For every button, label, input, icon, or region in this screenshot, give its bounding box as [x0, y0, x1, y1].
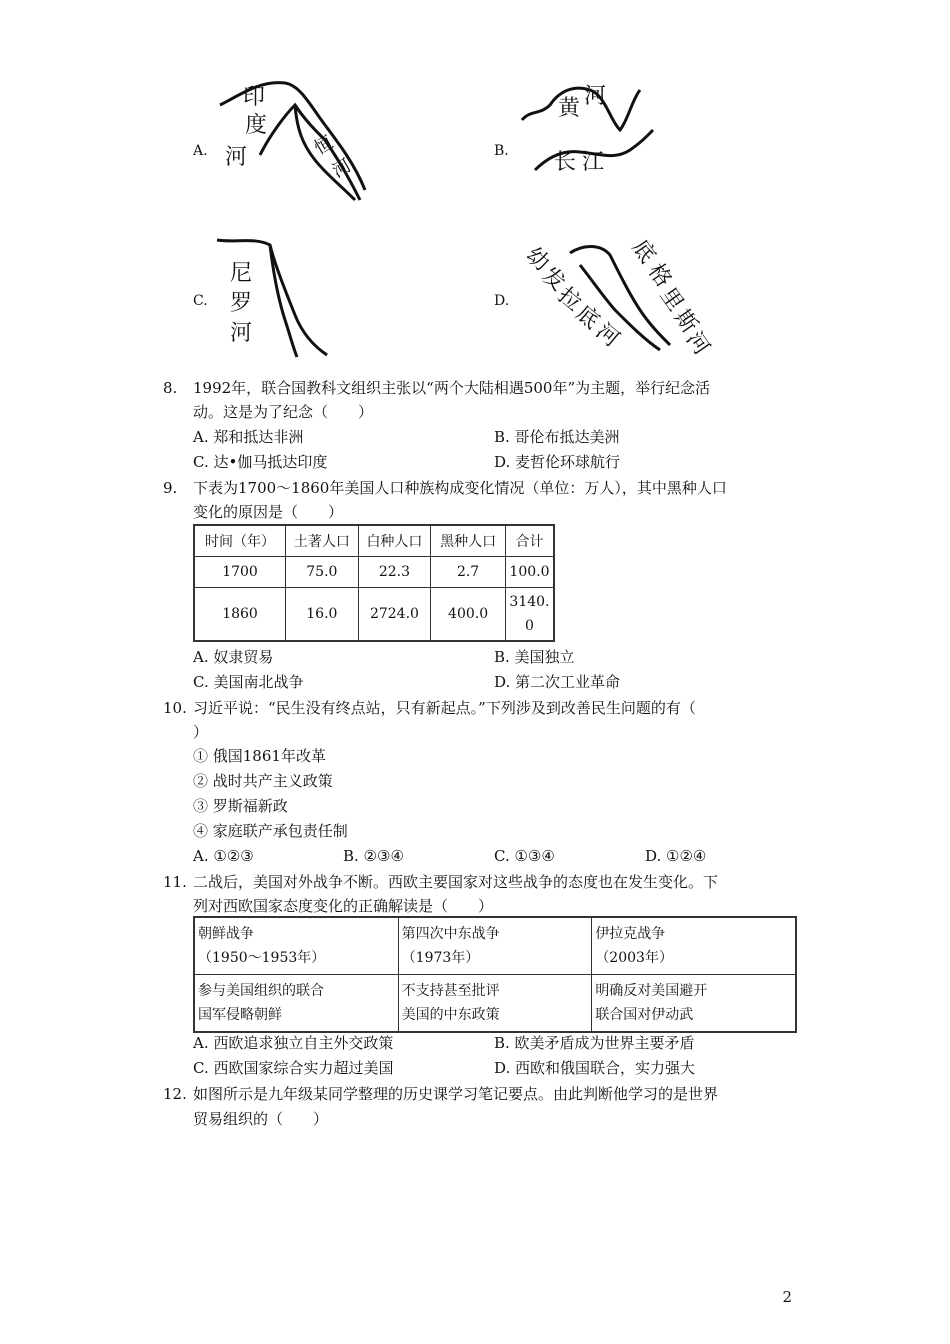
option-c[interactable]: C. ①③④	[494, 847, 555, 865]
option-b[interactable]: B. 哥伦布抵达美洲	[494, 428, 620, 446]
list-item: ① 俄国1861年改革	[193, 747, 326, 765]
map-label: 斯	[668, 305, 702, 338]
table-header-row	[194, 525, 554, 556]
question-text: 贸易组织的（ ）	[193, 1110, 329, 1128]
table-header-cell: 黑种人口	[431, 525, 506, 556]
table-cell	[592, 917, 796, 975]
table-cell: 1860	[194, 587, 286, 641]
table-header-cell: 土著人口	[286, 525, 359, 556]
cell-line: 美国的中东政策	[401, 1007, 500, 1023]
map-indus-ganges	[215, 75, 375, 210]
table-header-cell: 合计	[505, 525, 554, 556]
option-a[interactable]: A. ①②③	[193, 847, 254, 865]
question-10	[163, 698, 803, 866]
table-header-cell: 白种人口	[358, 525, 431, 556]
option-c[interactable]: C. 达•伽马抵达印度	[193, 453, 328, 471]
option-d[interactable]: D. 麦哲伦环球航行	[494, 453, 621, 471]
option-d[interactable]: D. ①②④	[645, 847, 707, 865]
map-mesopotamia	[520, 235, 714, 360]
cell-line: 不支持甚至批评	[401, 983, 500, 999]
cell-line: 伊拉克战争	[595, 926, 666, 942]
question-8	[163, 378, 803, 473]
total-part: 3140.	[509, 593, 550, 610]
map-label: 度	[245, 113, 268, 138]
table-cell: 2724.0	[358, 587, 431, 641]
question-text: 习近平说：“民生没有终点站，只有新起点。”下列涉及到改善民生问题的有（	[193, 699, 696, 717]
table-row	[194, 556, 554, 587]
cell-line: 第四次中东战争	[401, 926, 500, 942]
question-12	[163, 1084, 803, 1134]
war-attitude-table	[193, 916, 797, 1033]
table-cell: 400.0	[431, 587, 506, 641]
map-label: 幼	[520, 242, 554, 277]
question-number: 12.	[163, 1085, 187, 1103]
cell-line: 朝鲜战争	[198, 926, 254, 942]
option-c[interactable]: C. 美国南北战争	[193, 673, 304, 691]
map-label: 里	[654, 283, 688, 316]
question-text: 列对西欧国家态度变化的正确解读是（ ）	[193, 897, 494, 915]
option-d[interactable]: D. 西欧和俄国联合，实力强大	[494, 1059, 696, 1077]
table-row	[194, 587, 554, 641]
map-label: 底	[626, 235, 660, 268]
option-b[interactable]: B. ②③④	[343, 847, 404, 865]
table-cell	[398, 917, 592, 975]
table-cell: 22.3	[358, 556, 431, 587]
population-table	[193, 524, 555, 642]
table-cell	[194, 917, 398, 975]
map-label: 河	[680, 327, 714, 360]
map-label: 江	[582, 150, 605, 175]
map-label: 尼	[230, 261, 253, 286]
map-option-c-label: C.	[193, 293, 208, 309]
list-item: ③ 罗斯福新政	[193, 797, 288, 815]
table-cell: 75.0	[286, 556, 359, 587]
map-label: 河	[590, 318, 624, 353]
map-label: 印	[243, 85, 266, 110]
table-header-cell: 时间（年）	[194, 525, 286, 556]
table-cell: 100.0	[505, 556, 554, 587]
map-label: 发	[536, 262, 570, 297]
map-label: 河	[328, 154, 355, 183]
question-text: 如图所示是九年级某同学整理的历史课学习笔记要点。由此判断他学习的是世界	[193, 1085, 719, 1103]
table-row	[194, 917, 796, 975]
table-cell: 2.7	[431, 556, 506, 587]
map-label: 河	[584, 84, 607, 109]
map-option-d-label: D.	[494, 293, 510, 309]
table-cell	[592, 975, 796, 1033]
cell-line: 国军侵略朝鲜	[198, 1007, 282, 1023]
question-number: 11.	[163, 873, 187, 891]
map-label: 河	[230, 321, 253, 346]
map-label: 格	[642, 259, 676, 292]
question-text: 1992年，联合国教科文组织主张以“两个大陆相遇500年”为主题，举行纪念活	[193, 379, 711, 397]
cell-line: 联合国对伊动武	[595, 1007, 694, 1023]
cell-line: （1973年）	[401, 950, 480, 966]
option-d[interactable]: D. 第二次工业革命	[494, 673, 621, 691]
question-11	[163, 872, 803, 1082]
question-9	[163, 478, 803, 690]
cell-line: 明确反对美国避开	[595, 983, 708, 999]
question-text: 二战后，美国对外战争不断。西欧主要国家对这些战争的态度也在发生变化。下	[193, 873, 719, 891]
table-row	[194, 975, 796, 1033]
option-b[interactable]: B. 美国独立	[494, 648, 575, 666]
map-yellow-yangtze	[520, 80, 660, 195]
total-part: 0	[524, 617, 534, 634]
map-label: 河	[225, 145, 248, 170]
question-text: 变化的原因是（ ）	[193, 503, 344, 521]
option-a[interactable]: A. 西欧追求独立自主外交政策	[193, 1034, 394, 1052]
map-option-b-label: B.	[494, 143, 509, 159]
map-label: 长	[554, 150, 577, 175]
cell-line: 参与美国组织的联合	[198, 983, 324, 999]
table-cell	[398, 975, 592, 1033]
map-label: 罗	[230, 291, 253, 316]
question-number: 10.	[163, 699, 187, 717]
map-nile	[215, 235, 335, 360]
question-number: 9.	[163, 479, 178, 497]
list-item: ④ 家庭联产承包责任制	[193, 822, 348, 840]
question-text: 下表为1700～1860年美国人口种族构成变化情况（单位：万人），其中黑种人口	[193, 479, 727, 497]
question-text: 动。这是为了纪念（ ）	[193, 403, 374, 421]
table-cell-total	[505, 587, 554, 641]
cell-line: （1950～1953年）	[198, 950, 326, 966]
list-item: ② 战时共产主义政策	[193, 772, 333, 790]
table-cell	[194, 975, 398, 1033]
map-label: 黄	[558, 96, 581, 121]
table-cell: 1700	[194, 556, 286, 587]
map-label: 底	[570, 300, 604, 335]
question-text: ）	[193, 723, 209, 741]
option-a[interactable]: A. 郑和抵达非洲	[193, 428, 304, 446]
option-b[interactable]: B. 欧美矛盾成为世界主要矛盾	[494, 1034, 695, 1052]
table-cell: 16.0	[286, 587, 359, 641]
question-number: 8.	[163, 379, 178, 397]
map-option-a-label: A.	[193, 143, 208, 159]
cell-line: （2003年）	[595, 950, 673, 966]
page-number: 2	[782, 1288, 792, 1306]
map-label: 恒	[310, 131, 337, 160]
option-c[interactable]: C. 西欧国家综合实力超过美国	[193, 1059, 394, 1077]
map-label: 拉	[552, 282, 586, 317]
option-a[interactable]: A. 奴隶贸易	[193, 648, 274, 666]
